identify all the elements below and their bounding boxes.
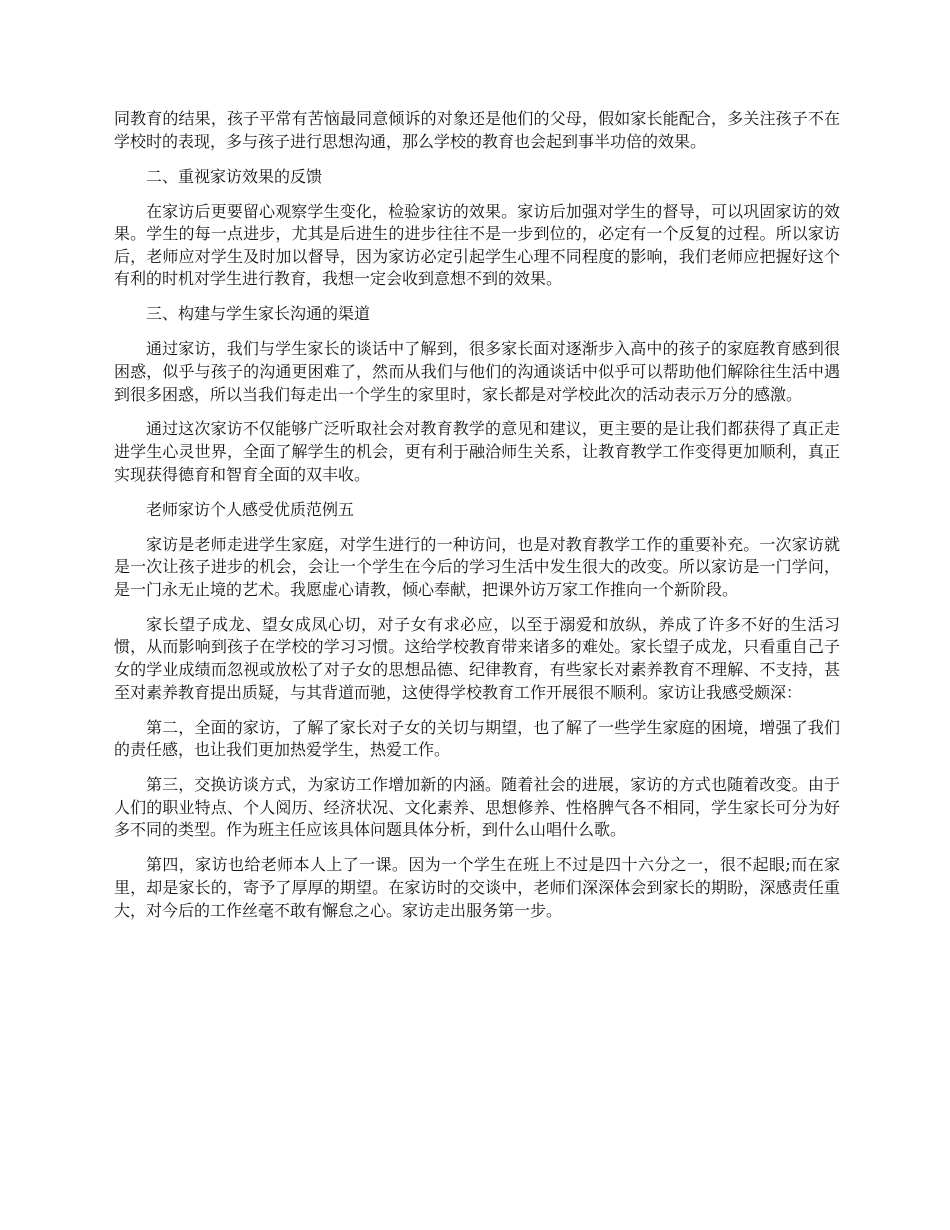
paragraph: 通过这次家访不仅能够广泛听取社会对教育教学的意见和建议，更主要的是让我们都获得了真正走进学生心灵世界，全面了解学生的机会，更有利于融洽师生关系，让教育教学工作变得更加顺利，真正实现获得德育和智育全面的双丰收。 bbox=[114, 419, 840, 484]
section-heading-example-five: 老师家访个人感受优质范例五 bbox=[146, 499, 355, 519]
document-body bbox=[114, 108, 840, 935]
paragraph: 第二，全面的家访，了解了家长对子女的关切与期望，也了解了一些学生家庭的困境，增强了我们的责任感，也让我们更加热爱学生，热爱工作。 bbox=[114, 717, 840, 760]
paragraph: 家访是老师走进学生家庭，对学生进行的一种访问，也是对教育教学工作的重要补充。一次家访就是一次让孩子进步的机会，会让一个学生在今后的学习生活中发生很大的改变。所以家访是一门学问，是一门永无止境的艺术。我愿虚心请教，倾心奉献，把课外访万家工作推向一个新阶段。 bbox=[114, 534, 840, 599]
paragraph: 在家访后更要留心观察学生变化，检验家访的效果。家访后加强对学生的督导，可以巩固家访的效果。学生的每一点进步，尤其是后进生的进步往往不是一步到位的，必定有一个反复的过程。所以家访后，老师应对学生及时加以督导，因为家访必定引起学生心理不同程度的影响，我们老师应把握好这个有利的时机对学生进行教育，我想一定会收到意想不到的效果。 bbox=[114, 201, 840, 289]
paragraph: 家长望子成龙、望女成凤心切，对子女有求必应，以至于溺爱和放纵，养成了许多不好的生活习惯，从而影响到孩子在学校的学习习惯。这给学校教育带来诸多的难处。家长望子成龙，只看重自己子女的学业成绩而忽视或放松了对子女的思想品德、纪律教育，有些家长对素养教育不理解、不支持，甚至对素养教育提出质疑，与其背道而驰，这使得学校教育工作开展很不顺利。家访让我感受颇深： bbox=[114, 614, 840, 702]
paragraph-continuation: 同教育的结果，孩子平常有苦恼最同意倾诉的对象还是他们的父母，假如家长能配合，多关注孩子不在学校时的表现，多与孩子进行思想沟通，那么学校的教育也会起到事半功倍的效果。 bbox=[114, 109, 840, 151]
section-heading-feedback: 二、重视家访效果的反馈 bbox=[146, 166, 323, 186]
paragraph: 通过家访，我们与学生家长的谈话中了解到，很多家长面对逐渐步入高中的孩子的家庭教育感到很困惑，似乎与孩子的沟通更困难了，然而从我们与他们的沟通谈话中似乎可以帮助他们解除往生活中遇到很多困惑，所以当我们每走出一个学生的家里时，家长都是对学校此次的活动表示万分的感激。 bbox=[114, 339, 840, 404]
section-heading-communication: 三、构建与学生家长沟通的渠道 bbox=[146, 304, 371, 324]
paragraph: 第四，家访也给老师本人上了一课。因为一个学生在班上不过是四十六分之一，很不起眼;而在家里，却是家长的，寄予了厚厚的期望。在家访时的交谈中，老师们深深体会到家长的期盼，深感责任重大，对今后的工作丝毫不敢有懈怠之心。家访走出服务第一步。 bbox=[114, 855, 840, 920]
paragraph: 第三，交换访谈方式，为家访工作增加新的内涵。随着社会的进展，家访的方式也随着改变。由于人们的职业特点、个人阅历、经济状况、文化素养、思想修养、性格脾气各不相同，学生家长可分为好多不同的类型。作为班主任应该具体问题具体分析，到什么山唱什么歌。 bbox=[114, 775, 840, 840]
